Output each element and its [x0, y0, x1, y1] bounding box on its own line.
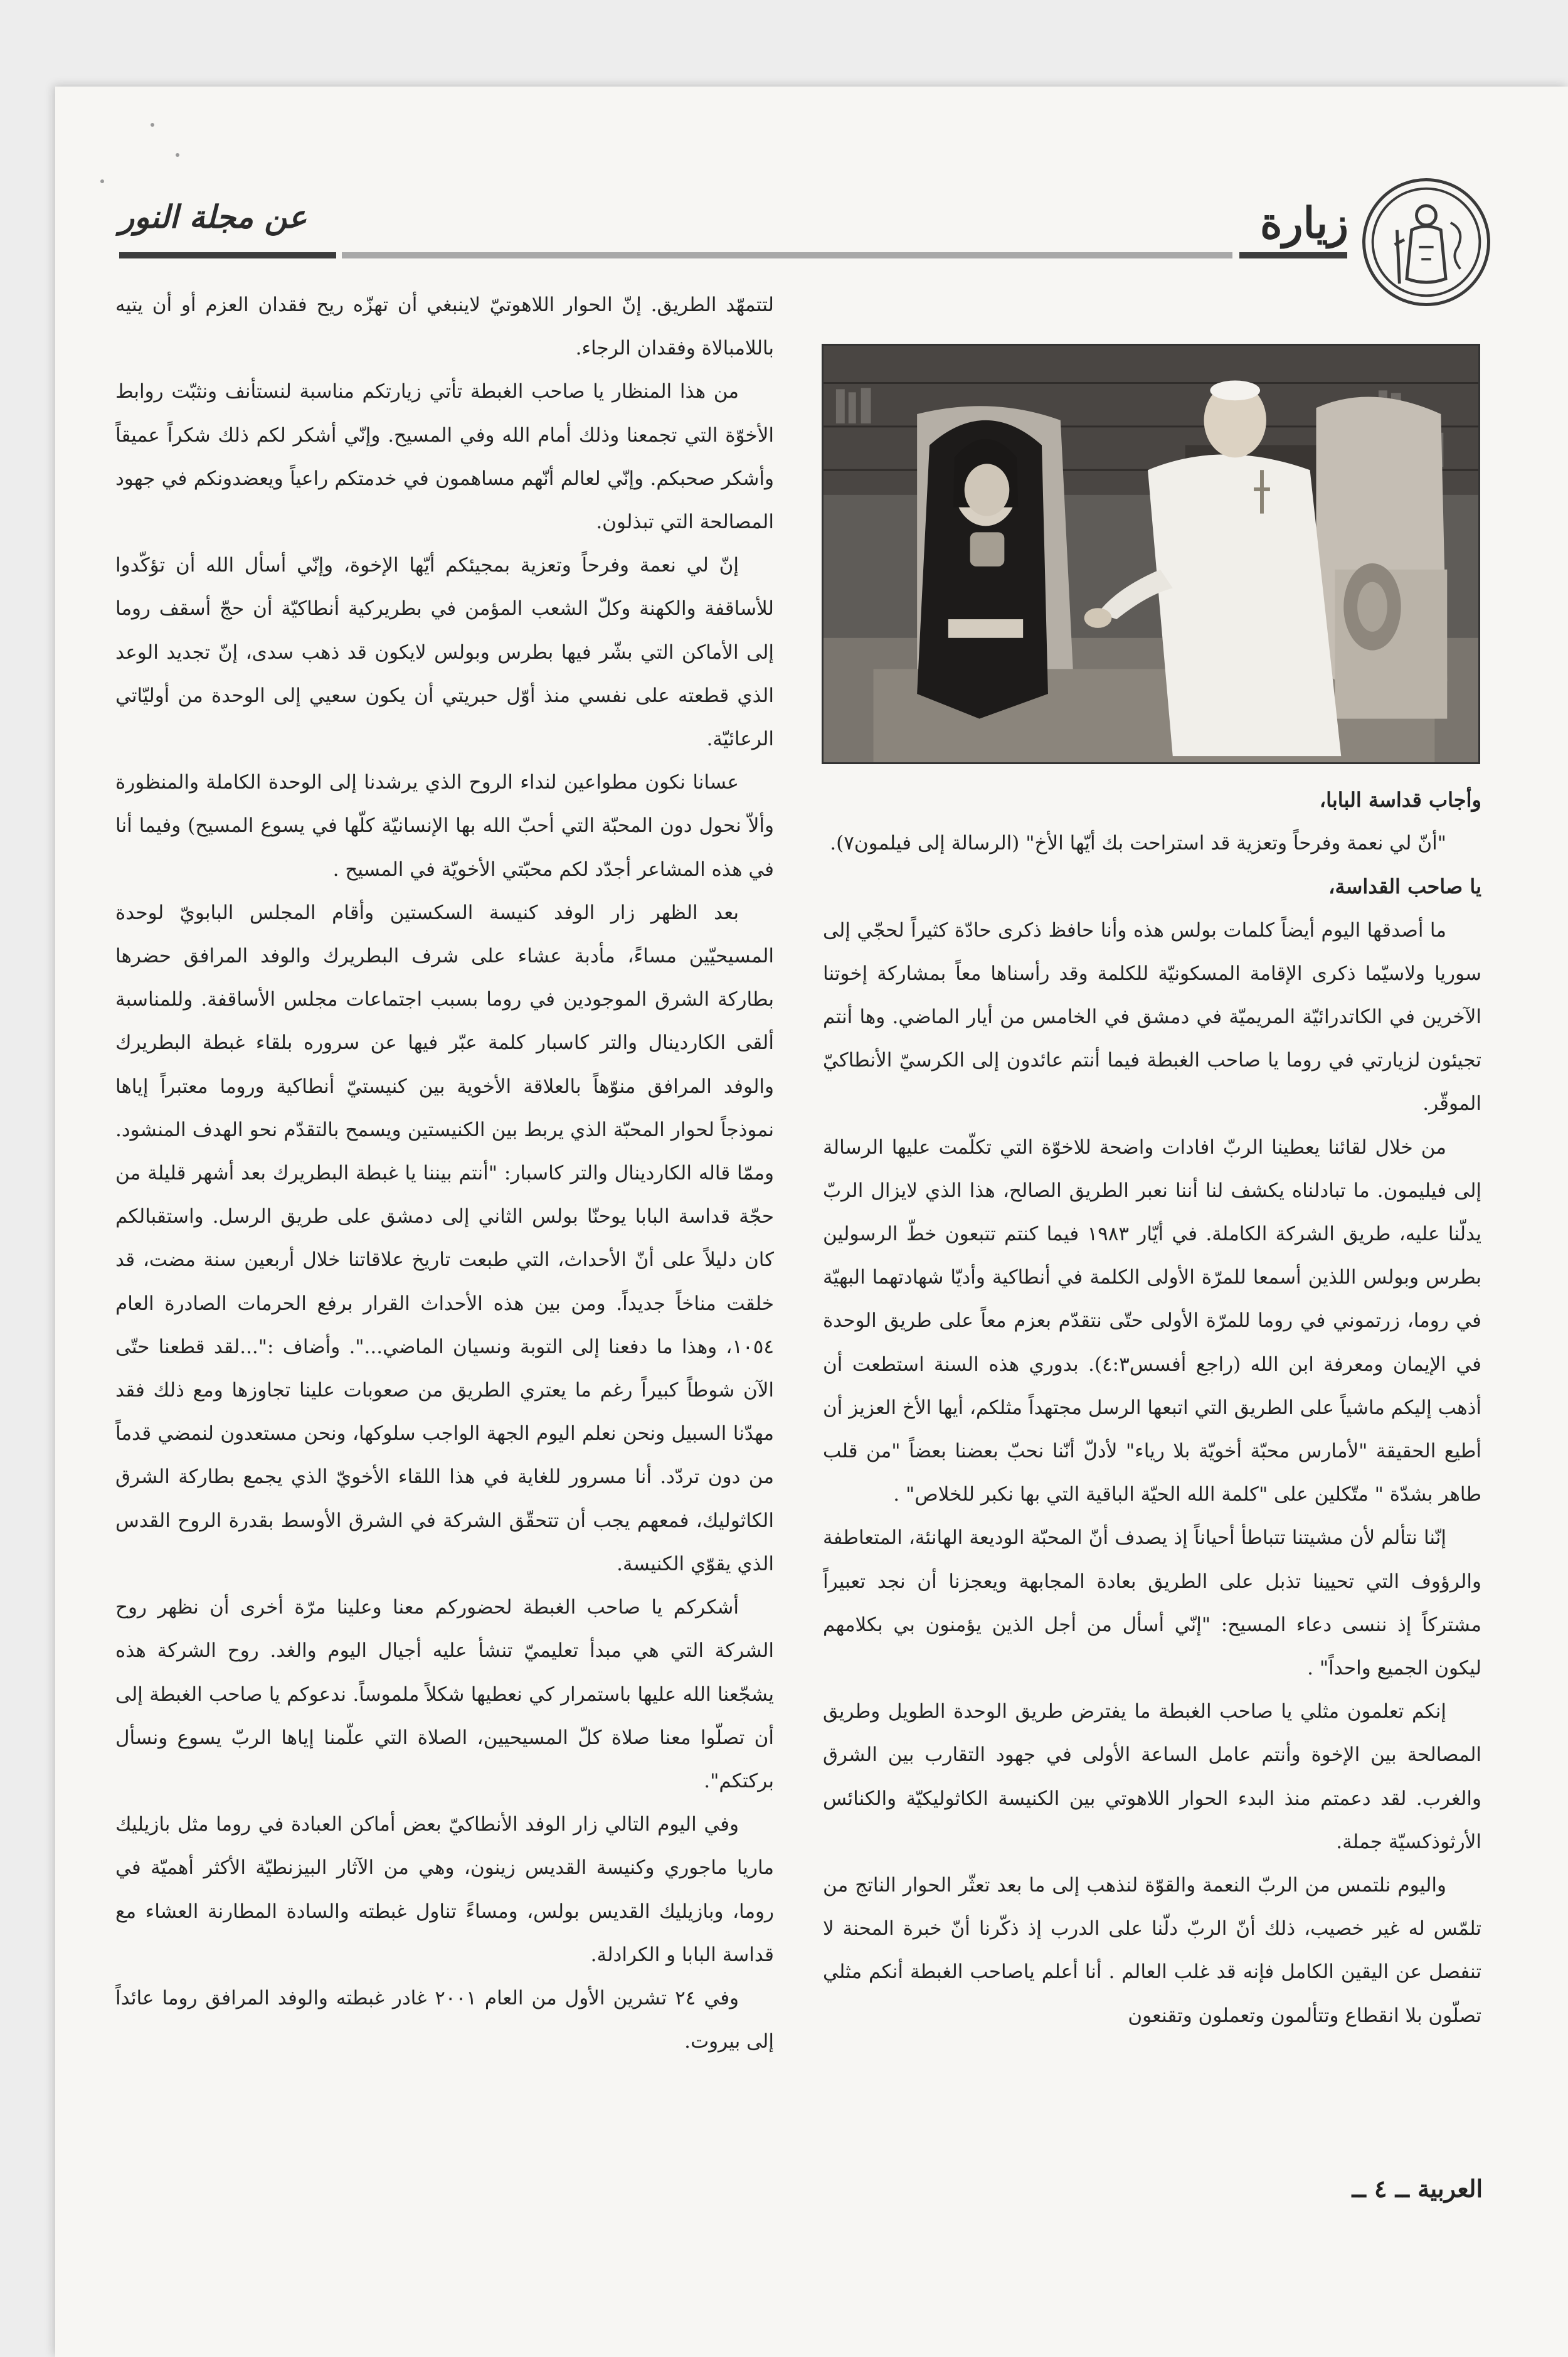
paragraph: لتتمهّد الطريق. إنّ الحوار اللاهوتيّ لاينبغي أن تهزّه ريح فقدان العزم أو أن يتيه باللامبالاة وفقدان الرجاء. [115, 294, 774, 360]
subheading: وأجاب قداسة البابا، [1319, 788, 1481, 812]
article-right-column [823, 779, 1481, 2038]
paragraph: ما أصدقها اليوم أيضاً كلمات بولس هذه وأنا حافظ ذكرى حادّة كثيراً لحجّي إلى سوريا ولاسيّما ذكرى الإقامة المسكونيّة للكلمة وقد رأسناها معاً بمشاركة إخوتنا الآخرين في الكاتدرائيّة المريميّة في دمشق في الخامس من أيار الماضي. وها أنتم تجيئون لزيارتي في روما يا صاحب الغبطة فيما أنتم عائدون إلى الكرسيّ الأنطاكيّ الموقّر. [823, 918, 1481, 1115]
paragraph: واليوم نلتمس من الربّ النعمة والقوّة لنذهب إلى ما بعد تعثّر الحوار الناتج من تلمّس له غير خصيب، ذلك أنّ الربّ دلّنا على الدرب إذ ذكّرنا أنّ خبرة المحنة لا تنفصل عن اليقين الكامل فإنه قد غلب العالم . أنا أعلم ياصاحب الغبطة أنكم مثلي تصلّون بلا انقطاع وتتألمون وتعملون وتقنعون [823, 1874, 1481, 2027]
section-title: زيارة [1260, 198, 1348, 248]
paragraph: من خلال لقائنا يعطينا الربّ افادات واضحة للاخوّة التي تكلّمت عليها الرسالة إلى فيليمون. ما تبادلناه يكشف لنا أننا نعبر الطريق الصالح، هذا الذي لايزال الربّ يدلّنا عليه، طريق الشركة الكاملة. في أيّار ١٩٨٣ فيما كنتم تتبعون خطّ الرسولين بطرس وبولس اللذين أسمعا للمرّة الأولى الكلمة في أنطاكية وأديّا شهادتهما البهيّة في روما، زرتموني في روما للمرّة الأولى حتّى نتقدّم بعزم معاً على طريق الوحدة في الإيمان ومعرفة ابن الله (راجع أفسس٤:٣). بدوري هذه السنة استطعت أن أذهب إليكم ماشياً على الطريق التي اتبعها الرسل مجتهداً مثلكم، أيها الأخ العزيز أن أطيع الحقيقة "لأمارس محبّة أخويّة بلا رياء" لأدلّ أنّنا نحبّ بعضنا بعضاً "من قلب طاهر بشدّة " متّكلين على "كلمة الله الحيّة الباقية التي بها نكبر للخلاص" . [823, 1136, 1481, 1506]
paragraph: وفي ٢٤ تشرين الأول من العام ٢٠٠١ غادر غبطته والوفد المرافق روما عائداً إلى بيروت. [115, 1986, 774, 2053]
paragraph: من هذا المنظار يا صاحب الغبطة تأتي زيارتكم مناسبة لنستأنف ونثبّت روابط الأخوّة التي تجمعنا وذلك أمام الله وفي المسيح. وإنّي أشكر لكم ذلك شكراً عميقاً وأشكر صحبكم. وإنّي لعالم أنّهم مساهمون في خدمتكم راعياً ويعضدونكم في جهود المصالحة التي تبذلون. [115, 380, 774, 534]
paragraph: بعد الظهر زار الوفد كنيسة السكستين وأقام المجلس البابويّ لوحدة المسيحيّين مساءً، مأدبة عشاء على شرف البطريرك والوفد المرافق حضرها بطاركة الشرق الموجودين في روما بسبب اجتماعات مجلس الأساقفة. وللمناسبة ألقى الكاردينال والتر كاسبار كلمة عبّر فيها عن سروره بلقاء غبطة البطريرك والوفد المرافق منوّهاً بالعلاقة الأخوية بين كنيستيّ أنطاكية وروما معتبراً إياها نموذجاً لحوار المحبّة الذي يربط بين الكنيستين ويسمح بالتقدّم نحو الهدف المنشود. وممّا قاله الكاردينال والتر كاسبار: "أنتم بيننا يا غبطة البطريرك بعد أشهر قليلة من حجّة قداسة البابا يوحنّا بولس الثاني إلى دمشق على طريق الرسل. واستقبالكم كان دليلاً على أنّ الأحداث، التي طبعت تاريخ علاقاتنا خلال أربعين سنة مضت، قد خلقت مناخاً جديداً. ومن بين هذه الأحداث القرار برفع الحرمات الصادرة العام ١٠٥٤، وهذا ما دفعنا إلى التوبة ونسيان الماضي...". وأضاف :"...لقد قطعنا حتّى الآن شوطاً كبيراً رغم ما يعتري الطريق من صعوبات علينا تجاوزها ومع ذلك فقد مهدّنا السبيل ونحن نعلم اليوم الجهة الواجب سلوكها، ونحن مستعدون لنمضي قدماً من دون تردّد. أنا مسرور للغاية في هذا اللقاء الأخويّ الذي يجمع بطاركة الشرق الكاثوليك، فمعهم يجب أن تتحقّق الشركة في الشرق الأوسط بقدرة الروح القدس الذي يقوّي الكنيسة. [115, 901, 774, 1575]
paragraph: عسانا نكون مطواعين لنداء الروح الذي يرشدنا إلى الوحدة الكاملة والمنظورة وألاّ نحول دون المحبّة التي أحبّ الله بها الإنسانيّة كلّها في يسوع المسيح) وفيما أنا في هذه المشاعر أجدّد لكم محبّتي الأخويّة في المسيح . [115, 771, 774, 881]
paragraph: إنّنا نتألم لأن مشيتنا تتباطأ أحياناً إذ يصدف أنّ المحبّة الوديعة الهانئة، المتعاطفة والرؤوف التي تحيينا تذبل على الطريق بعادة المجابهة ويعجزنا أن نجد تعبيراً مشتركاً إذ ننسى دعاء المسيح: "إنّي أسأل من أجل الذين يؤمنون بي بكلامهم ليكون الجميع واحداً" . [823, 1526, 1481, 1680]
paper-speck [100, 179, 104, 183]
page-number: العربية ــ ٤ ــ [1352, 2174, 1483, 2203]
paper-speck [176, 153, 179, 157]
paragraph: إنّ لي نعمة وفرحاً وتعزية بمجيئكم أيّها الإخوة، وإنّي أسأل الله أن تؤكّدوا للأساقفة والكهنة وكلّ الشعب المؤمن في بطريركية أنطاكيّة أن حجّ أسقف روما إلى الأماكن التي بشّر فيها بطرس وبولس لايكون قد ذهب سدى، إنّ تجديد الوعد الذي قطعته على نفسي منذ أوّل حبريتي أن يكون سعيي إلى الوحدة من أوليّاتي الرعائيّة. [115, 554, 774, 751]
header-rule-middle [342, 252, 1232, 258]
paragraph: إنكم تعلمون مثلي يا صاحب الغبطة ما يفترض طريق الوحدة الطويل وطريق المصالحة بين الإخوة وأنتم عامل الساعة الأولى في جهود التقارب بين الشرق والغرب. لقد دعمتم منذ البدء الحوار اللاهوتي بين الكنيسة الكاثوليكيّة والكنائس الأرثوذكسيّة جملة. [823, 1700, 1481, 1853]
photo-pope-and-patriarch [822, 344, 1480, 764]
paragraph: أشكركم يا صاحب الغبطة لحضوركم معنا وعلينا مرّة أخرى أن نظهر روح الشركة التي هي مبدأ تعليميّ تنشأ عليه أجيال اليوم والغد. روح الشركة هذه يشجّعنا الله عليها باستمرار كي نعطيها شكلاً ملموساً. ندعوكم يا صاحب الغبطة إلى أن تصلّوا معنا صلاة كلّ المسيحيين، الصلاة التي علّمنا إياها الربّ يسوع ونسأل بركتكم". [115, 1596, 774, 1792]
header-rule-left [119, 252, 336, 258]
subheading: يا صاحب القداسة، [1328, 875, 1481, 899]
paper-speck [151, 123, 154, 127]
header-rule-right [1239, 252, 1347, 258]
paragraph: وفي اليوم التالي زار الوفد الأنطاكيّ بعض أماكن العبادة في روما مثل بازيليك ماريا ماجوري وكنيسة القديس زينون، وهي من الآثار البيزنطيّة الأكثر أهميّة في روما، وبازيليك القديس بولس، ومساءً تناول غبطته والسادة المطارنة العشاء مع قداسة البابا و الكرادلة. [115, 1813, 774, 1966]
article-left-column [115, 284, 774, 2063]
emblem-icon [1362, 178, 1490, 306]
source-title: عن مجلة النور [119, 198, 307, 235]
paragraph: "أنّ لي نعمة وفرحاً وتعزية قد استراحت بك أيّها الأخ" (الرسالة إلى فيلمون٧). [830, 832, 1446, 855]
